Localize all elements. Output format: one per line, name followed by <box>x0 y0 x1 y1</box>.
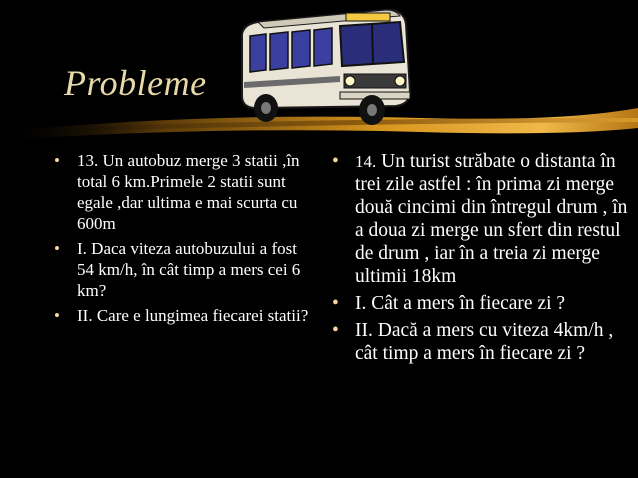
right-item-question-2 <box>330 319 630 365</box>
right-item-problem-14 <box>330 150 630 288</box>
right-item-text: I. Cât a mers în fiecare zi ? <box>355 293 566 314</box>
right-column <box>330 150 630 369</box>
problem-number: 14. <box>355 152 377 171</box>
left-item-text: II. Care e lungimea fiecarei statii? <box>77 306 309 325</box>
right-item-text: Un turist străbate o distanta în trei zile astfel : în prima zi merge două cincimi din întregul drum , în a doua zi merge un sfert din restul de drum , iar în a treia zi merge ultimii 18km <box>355 151 628 287</box>
bullet: • <box>332 151 339 172</box>
bullet: • <box>332 293 339 314</box>
left-item-question-2 <box>52 305 314 326</box>
bus-clipart <box>236 4 414 128</box>
left-item-problem-13 <box>52 150 314 234</box>
left-item-text: I. Daca viteza autobuzului a fost 54 km/h, în cât timp a mers cei 6 km? <box>77 239 301 300</box>
left-item-text: 13. Un autobuz merge 3 statii ,în total 6 km.Primele 2 statii sunt egale ,dar ultima e mai scurta cu 600m <box>77 151 300 233</box>
bullet: • <box>54 239 60 258</box>
bullet: • <box>54 306 60 325</box>
left-column <box>52 150 314 330</box>
bullet: • <box>54 151 60 170</box>
right-item-question-1 <box>330 292 630 315</box>
right-item-text: II. Dacă a mers cu viteza 4km/h , cât timp a mers în fiecare zi ? <box>355 320 614 364</box>
bullet: • <box>332 320 339 341</box>
slide-title: Probleme <box>64 63 207 103</box>
left-item-question-1 <box>52 238 314 301</box>
